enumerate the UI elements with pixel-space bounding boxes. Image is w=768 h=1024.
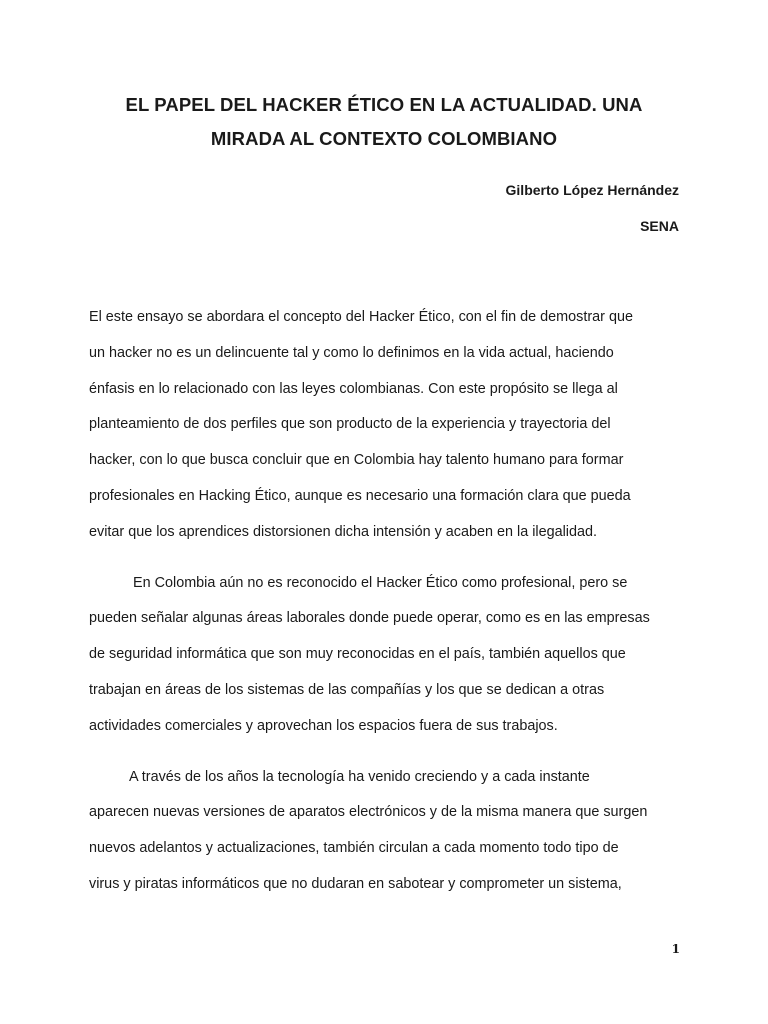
paragraph-1	[89, 300, 679, 551]
paragraph-line: actividades comerciales y aprovechan los espacios fuera de sus trabajos.	[89, 717, 558, 734]
paragraph-line: trabajan en áreas de los sistemas de las compañías y los que se dedican a otras	[89, 681, 605, 698]
paragraph-line: pueden señalar algunas áreas laborales donde puede operar, como es en las empresas	[89, 610, 650, 627]
author-name: Gilberto López Hernández	[505, 182, 679, 198]
paragraph-line: planteamiento de dos perfiles que son producto de la experiencia y trayectoria del	[89, 416, 611, 433]
paragraph-line: A través de los años la tecnología ha venido creciendo y a cada instante	[129, 768, 590, 785]
title-line-1: EL PAPEL DEL HACKER ÉTICO EN LA ACTUALIDAD. UNA	[125, 94, 643, 115]
paragraph-3	[89, 760, 679, 903]
paragraph-2	[89, 566, 679, 745]
paragraph-line: profesionales en Hacking Ético, aunque es necesario una formación clara que pueda	[89, 487, 631, 504]
paragraph-line: un hacker no es un delincuente tal y como lo definimos en la vida actual, haciendo	[89, 344, 614, 361]
page-number: 1	[671, 942, 680, 956]
paragraph-line: nuevos adelantos y actualizaciones, también circulan a cada momento todo tipo de	[89, 840, 619, 857]
title-line-2: MIRADA AL CONTEXTO COLOMBIANO	[210, 128, 558, 149]
paragraph-line: aparecen nuevas versiones de aparatos electrónicos y de la misma manera que surgen	[89, 804, 648, 821]
paragraph-line: énfasis en lo relacionado con las leyes colombianas. Con este propósito se llega al	[89, 380, 618, 397]
paragraph-line: evitar que los aprendices distorsionen dicha intensión y acaben en la ilegalidad.	[89, 523, 598, 540]
document-body	[89, 300, 679, 903]
author-institution: SENA	[640, 218, 679, 234]
paragraph-line: El este ensayo se abordara el concepto del Hacker Ético, con el fin de demostrar que	[89, 309, 633, 325]
paragraph-line: de seguridad informática que son muy reconocidas en el país, también aquellos que	[89, 646, 626, 663]
document-title	[89, 0, 679, 156]
paragraph-line: En Colombia aún no es reconocido el Hacker Ético como profesional, pero se	[133, 574, 628, 591]
paragraph-line: hacker, con lo que busca concluir que en Colombia hay talento humano para formar	[89, 452, 624, 469]
author-block	[89, 156, 679, 244]
paragraph-line: virus y piratas informáticos que no dudaran en sabotear y comprometer un sistema,	[89, 875, 622, 892]
